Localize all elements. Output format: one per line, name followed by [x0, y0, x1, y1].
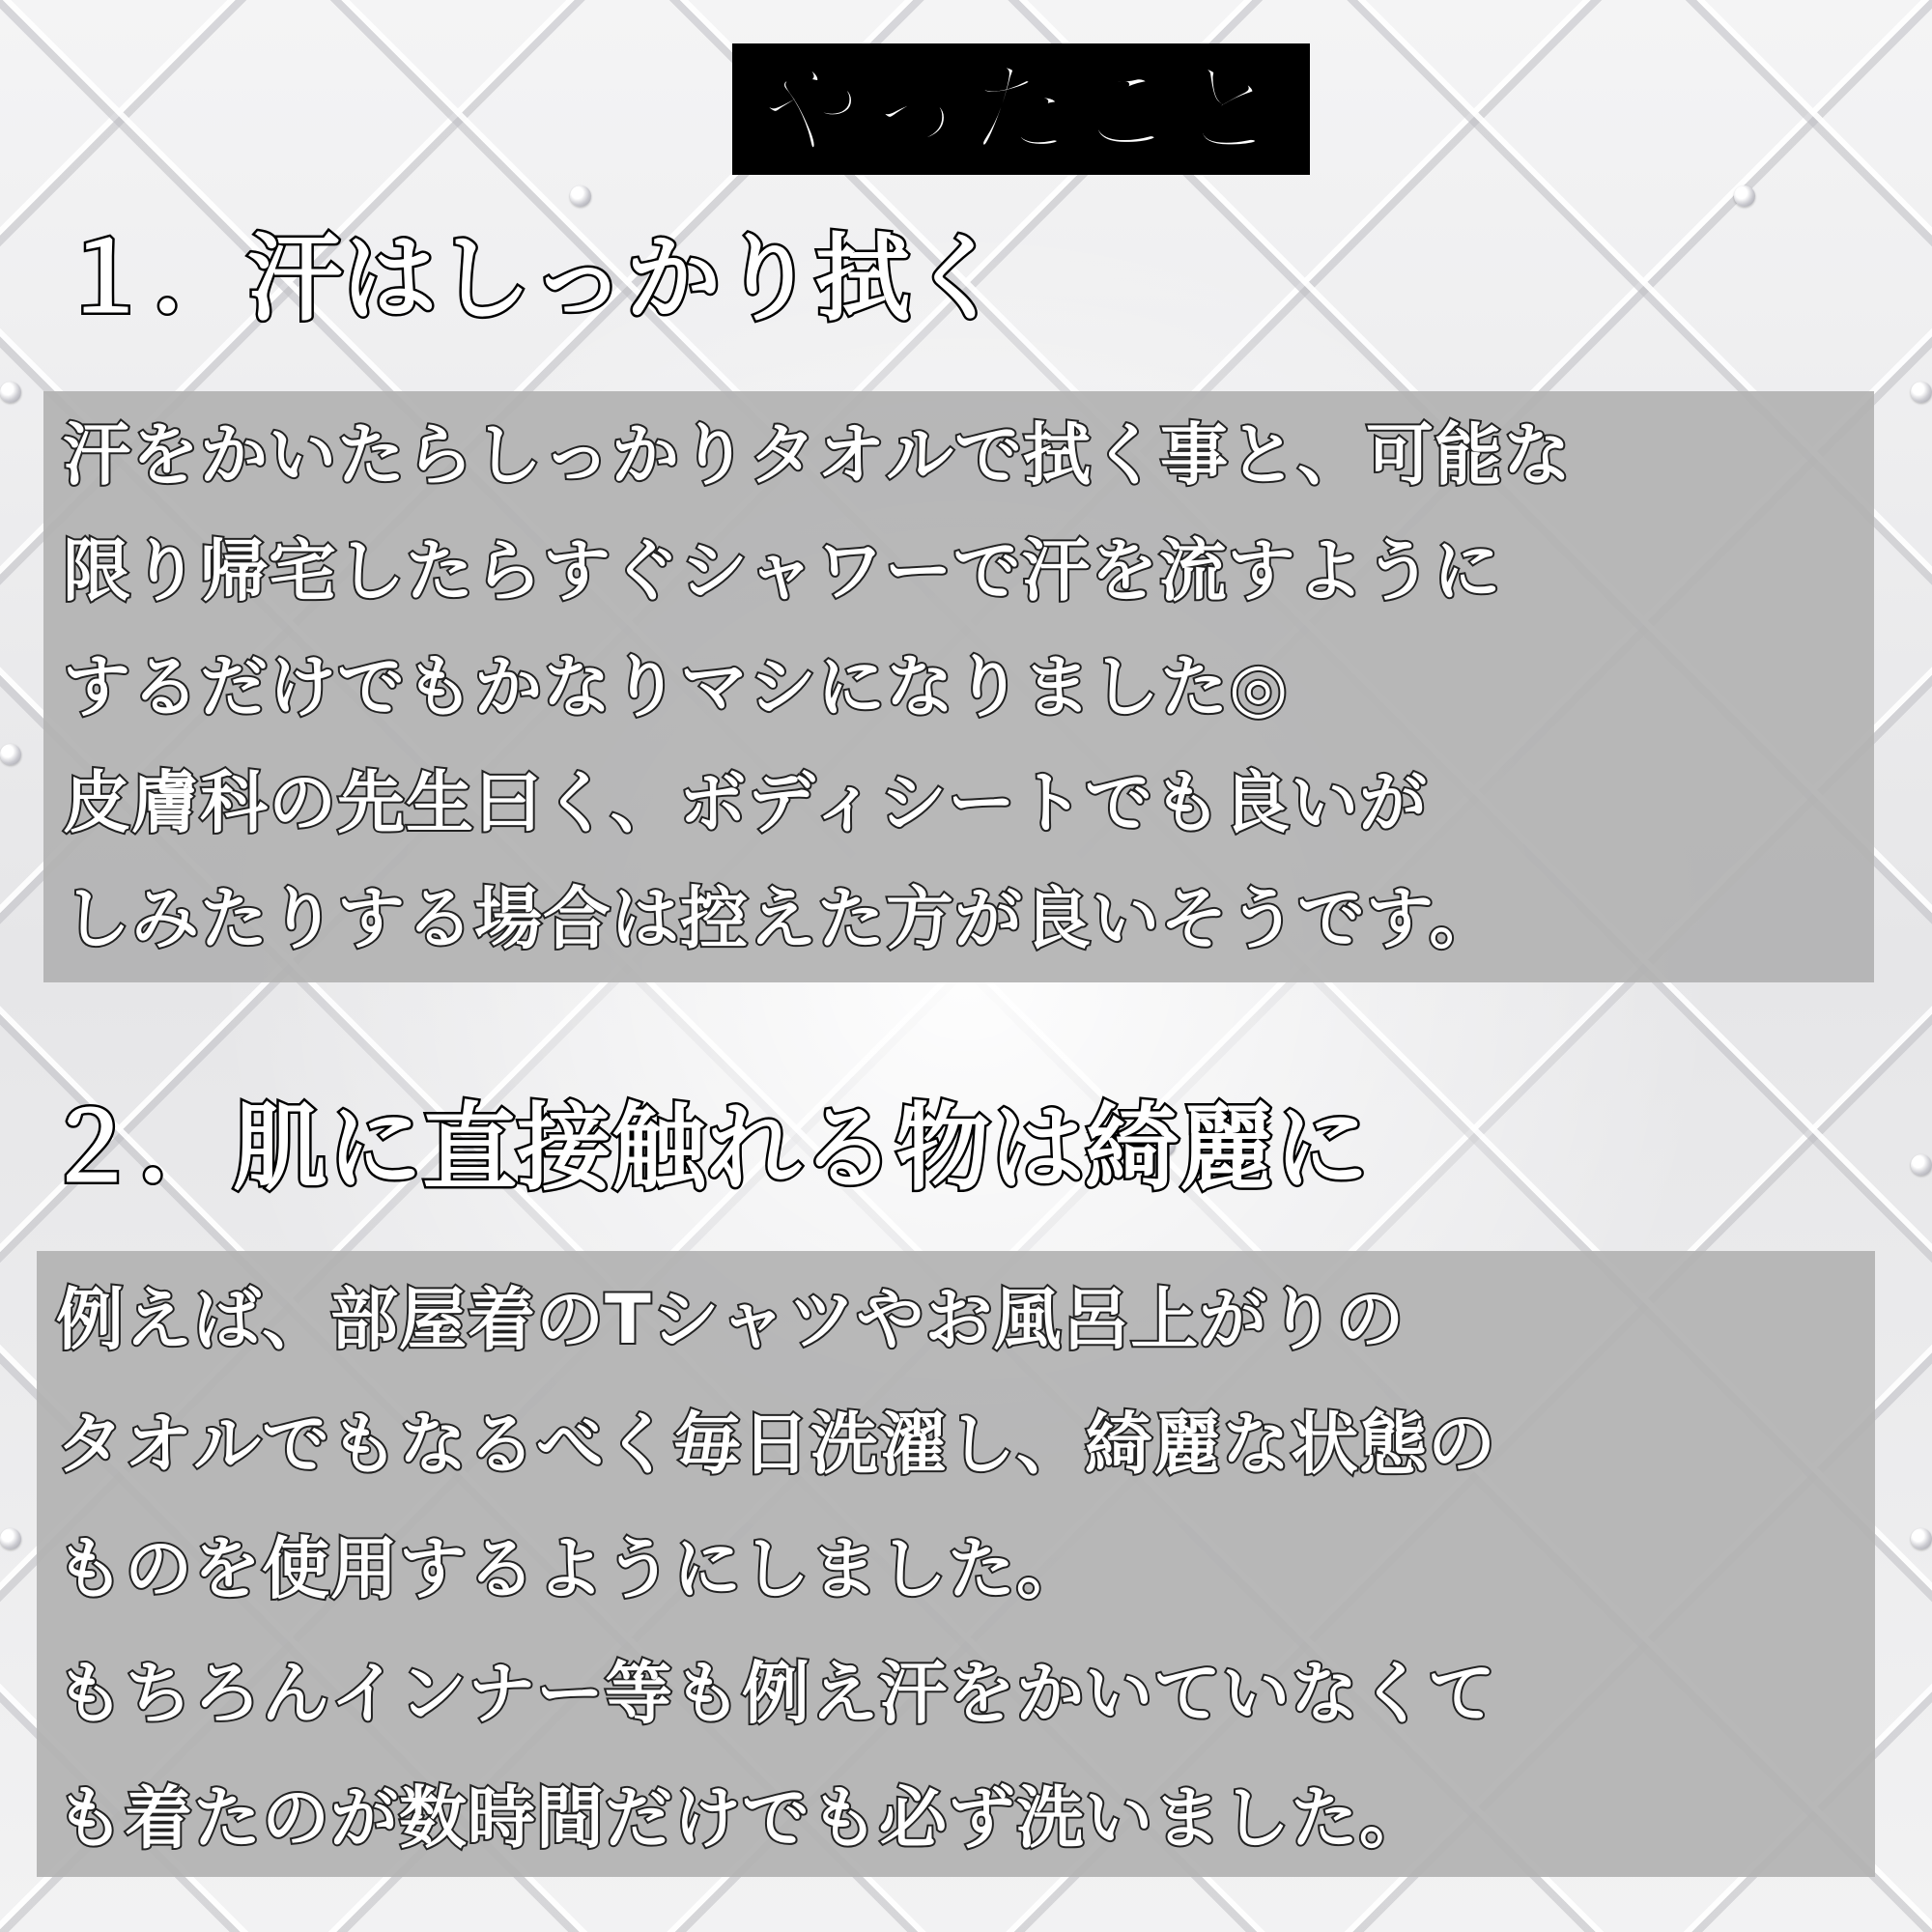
decorative-stud [570, 185, 591, 207]
decorative-stud [0, 1528, 21, 1549]
decorative-stud [1911, 1154, 1932, 1176]
section-2-line: 例えば、部屋着のTシャツやお風呂上がりの [56, 1279, 1406, 1359]
section-1-line: しみたりする場合は控えた方が良いそうです。 [63, 879, 1498, 958]
section-2-panel [37, 1251, 1875, 1877]
section-2-line: もちろんインナー等も例え汗をかいていなくて [56, 1653, 1496, 1733]
section-1-line: するだけでもかなりマシになりました◎ [63, 647, 1290, 726]
decorative-stud [1734, 185, 1755, 207]
section-1-line: 汗をかいたらしっかりタオルで拭く事と、可能な [63, 415, 1572, 495]
section-1-panel [43, 391, 1874, 982]
section-1-heading: １．汗はしっかり拭く [58, 224, 1006, 334]
section-1-line: 限り帰宅したらすぐシャワーで汗を流すように [63, 531, 1502, 611]
decorative-stud [1911, 1528, 1932, 1549]
page-title: やったこと [759, 50, 1282, 168]
decorative-stud [1911, 382, 1932, 403]
decorative-stud [0, 744, 21, 765]
section-2-heading: ２．肌に直接触れる物は綺麗に [43, 1094, 1370, 1204]
section-2-line: タオルでもなるべく毎日洗濯し、綺麗な状態の [56, 1404, 1496, 1484]
section-2-line: ものを使用するようにしました。 [56, 1528, 1085, 1608]
section-1-line: 皮膚科の先生曰く、ボディシートでも良いが [63, 763, 1428, 842]
section-2-line: も着たのが数時間だけでも必ず洗いました。 [56, 1777, 1428, 1858]
decorative-stud [0, 382, 21, 403]
title-banner [732, 43, 1310, 175]
